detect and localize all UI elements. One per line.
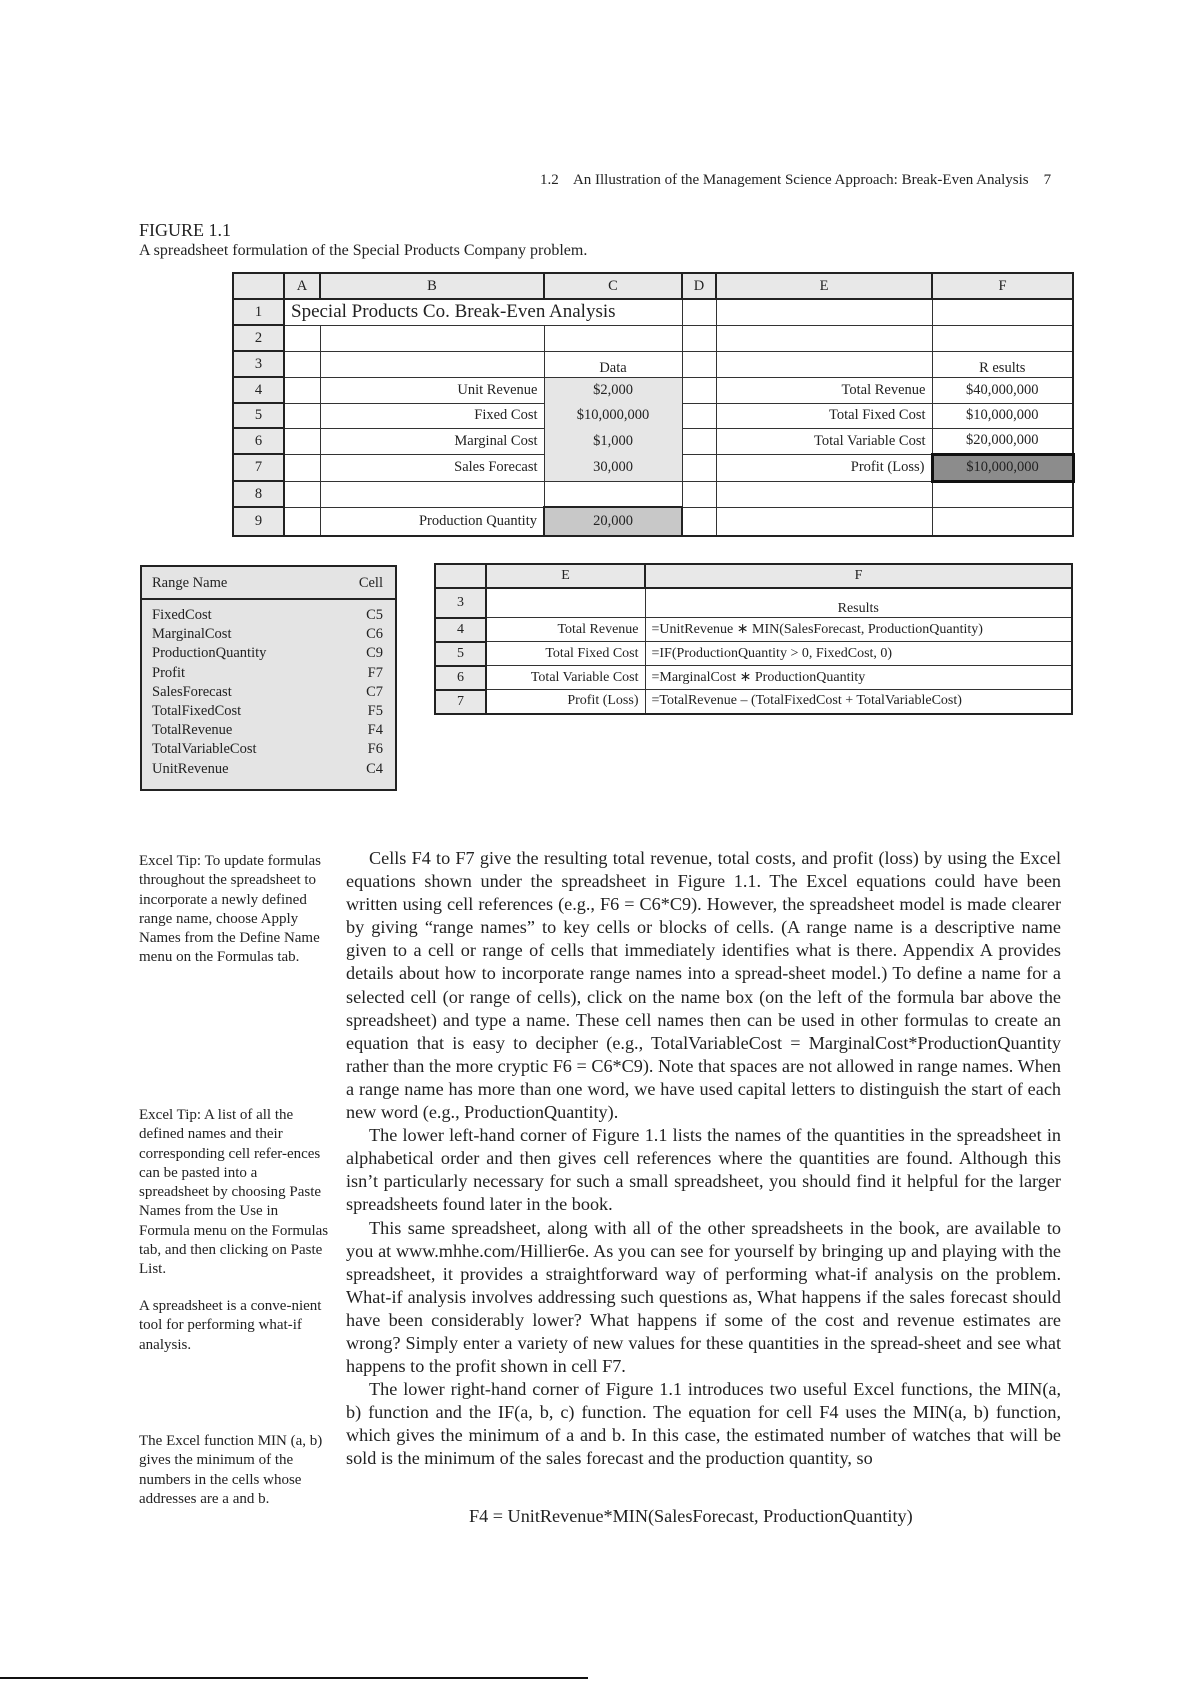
label-cell[interactable]: Production Quantity xyxy=(320,507,544,536)
range-name-list xyxy=(142,600,395,789)
range-cell-ref: F5 xyxy=(367,703,383,720)
cell[interactable] xyxy=(716,507,932,536)
label-cell[interactable]: Unit Revenue xyxy=(320,377,544,403)
formula-label-cell[interactable]: Total Revenue xyxy=(486,618,645,642)
formula-cell[interactable]: =TotalRevenue – (TotalFixedCost + TotalVariableCost) xyxy=(645,690,1072,714)
col-header-e: E xyxy=(486,564,645,588)
col-header-e: E xyxy=(716,273,932,299)
data-header-cell[interactable]: Data xyxy=(544,351,682,377)
col-header-a: A xyxy=(284,273,320,299)
range-name: Profit xyxy=(152,664,186,681)
range-name: TotalVariableCost xyxy=(152,741,257,758)
unit-revenue-cell[interactable]: $2,000 xyxy=(544,377,682,403)
formula-row xyxy=(435,690,1072,714)
range-name-row xyxy=(152,740,383,759)
label-cell[interactable]: Total Variable Cost xyxy=(716,428,932,454)
range-name: ProductionQuantity xyxy=(152,645,267,662)
row-header: 2 xyxy=(233,325,284,351)
cell[interactable] xyxy=(320,481,544,507)
formula-row xyxy=(435,588,1072,618)
range-name-row xyxy=(152,625,383,644)
production-quantity-cell[interactable]: 20,000 xyxy=(544,507,682,536)
sheet-row xyxy=(233,325,1073,351)
formula-row xyxy=(435,642,1072,666)
sheet-row xyxy=(233,507,1073,536)
cell[interactable] xyxy=(284,507,320,536)
paragraph: The lower left-hand corner of Figure 1.1 lists the names of the quantities in the spreadsheet in alphabetical order and then gives cell references where the quantities are found. Although this isn’t particularly necessary for such a small spreadsheet, you should find it helpful for the larger spreadsheets found later in the book. xyxy=(346,1125,1061,1215)
page-number: 7 xyxy=(1043,172,1052,188)
row-header: 9 xyxy=(233,507,284,536)
sheet-row xyxy=(233,377,1073,403)
total-variable-cost-cell[interactable]: $20,000,000 xyxy=(932,428,1073,454)
col-header-f: F xyxy=(932,273,1073,299)
range-name-row xyxy=(152,760,383,779)
label-cell[interactable]: Marginal Cost xyxy=(320,428,544,454)
paragraph: The lower right-hand corner of Figure 1.1 introduces two useful Excel functions, the MIN(a, b) function and the IF(a, b, c) function. The equation for cell F4 uses the MIN(a, b) function, which gives the minimum of a and b. In this case, the estimated number of watches that will be sold is the minimum of the sales forecast and the production quantity, so xyxy=(346,1379,1061,1469)
cell[interactable] xyxy=(682,377,716,403)
range-cell-ref: C6 xyxy=(366,626,383,643)
paragraph: This same spreadsheet, along with all of the other spreadsheets in the book, are available to you at www.mhhe.com/Hillier6e. As you can see for yourself by bringing up and playing with the spreadsheet, it provides a straightforward way of performing what-if analysis on the problem. What-if analysis involves addressing such questions as, What happens if the sales forecast should have been considerably lower? What happens if some of the cost and revenue estimates are wrong? Simply enter a variety of new values for these quantities in the spread-sheet and see what happens to the profit shown in cell F7. xyxy=(346,1217,1061,1377)
figure-caption: A spreadsheet formulation of the Special Products Company problem. xyxy=(139,242,588,259)
cell[interactable] xyxy=(682,481,716,507)
cell[interactable] xyxy=(284,403,320,428)
range-name: SalesForecast xyxy=(152,683,232,700)
range-cell-ref: F4 xyxy=(367,722,383,739)
label-cell[interactable]: Fixed Cost xyxy=(320,403,544,428)
margin-note-min-function: The Excel function MIN (a, b) gives the minimum of the numbers in the cells whose addresses are a and b. xyxy=(139,1433,323,1507)
cell[interactable] xyxy=(284,325,320,351)
row-header: 6 xyxy=(435,666,486,690)
cell[interactable] xyxy=(682,351,716,377)
fixed-cost-cell[interactable]: $10,000,000 xyxy=(544,403,682,428)
col-header-b: B xyxy=(320,273,544,299)
label-cell[interactable]: Total Revenue xyxy=(716,377,932,403)
marginal-cost-cell[interactable]: $1,000 xyxy=(544,428,682,454)
sheet-row xyxy=(233,403,1073,428)
cell[interactable] xyxy=(284,377,320,403)
range-cell-ref: C4 xyxy=(366,760,383,777)
row-header: 8 xyxy=(233,481,284,507)
cell[interactable] xyxy=(716,299,932,325)
formula-label-cell[interactable] xyxy=(486,588,645,618)
section-title: An Illustration of the Management Science Approach: Break-Even Analysis xyxy=(572,172,1029,188)
range-name-header xyxy=(142,567,395,600)
formula-label-cell[interactable]: Total Variable Cost xyxy=(486,666,645,690)
row-header: 5 xyxy=(233,403,284,428)
cell[interactable] xyxy=(932,507,1073,536)
column-header-row xyxy=(233,273,1073,299)
margin-note-what-if: A spreadsheet is a conve-nient tool for performing what-if analysis. xyxy=(139,1298,322,1353)
range-name: TotalRevenue xyxy=(152,722,233,739)
body-text xyxy=(346,847,1061,1471)
formula-row xyxy=(435,618,1072,642)
label-cell[interactable]: Total Fixed Cost xyxy=(716,403,932,428)
range-name-table xyxy=(140,565,397,791)
margin-note-apply-names: Excel Tip: To update formulas throughout the spreadsheet to incorporate a newly defined range name, choose Apply Names from the Define Name menu on the Formulas tab. xyxy=(139,853,321,966)
range-name: FixedCost xyxy=(152,607,212,623)
cell[interactable] xyxy=(284,454,320,481)
cell[interactable] xyxy=(284,351,320,377)
range-cell-ref: C5 xyxy=(366,607,383,623)
row-header: 4 xyxy=(435,618,486,642)
paragraph: Cells F4 to F7 give the resulting total revenue, total costs, and profit (loss) by using the Excel equations shown under the spreadsheet in Figure 1.1. The Excel equations could have been written using cell references (e.g., F6 = C6*C9). However, the spreadsheet model is made clearer by giving “range names” to key cells or blocks of cells. (A range name is a descriptive name given to a cell or range of cells that immediately identifies what is there. Appendix A provides details about how to incorporate range names into a spread-sheet model.) To define a name for a selected cell (or range of cells), click on the name box (on the left of the formula bar above the spreadsheet) and type a name. These cell names then can be used in other formulas to create an equation that is easy to decipher (e.g., TotalVariableCost = MarginalCost*ProductionQuantity rather than the more cryptic F6 = C6*C9). Note that spaces are not allowed in range names. When a range name has more than one word, we have used capital letters to distinguish the start of each new word (e.g., ProductionQuantity). xyxy=(346,848,1061,1123)
section-number: 1.2 xyxy=(540,172,559,188)
range-name-row xyxy=(152,606,383,625)
range-name-row xyxy=(152,702,383,721)
margin-note-paste-names: Excel Tip: A list of all the defined names and their corresponding cell refer-ences can be pasted into a spreadsheet by choosing Paste Names from the Use in Formula menu on the Formulas tab, and then clicking on Paste List. xyxy=(139,1107,329,1278)
corner-cell xyxy=(233,273,284,299)
col-header-f: F xyxy=(645,564,1072,588)
range-cell-ref: F6 xyxy=(367,741,383,758)
range-cell-ref: C7 xyxy=(366,683,383,700)
formula-row xyxy=(435,666,1072,690)
row-header: 4 xyxy=(233,377,284,403)
formula-label-cell[interactable]: Total Fixed Cost xyxy=(486,642,645,666)
range-cell-header-label: Cell xyxy=(358,575,383,591)
cell[interactable] xyxy=(932,481,1073,507)
cell[interactable] xyxy=(682,403,716,428)
cell[interactable] xyxy=(544,325,682,351)
cell[interactable] xyxy=(682,507,716,536)
label-cell[interactable]: Sales Forecast xyxy=(320,454,544,481)
row-header: 3 xyxy=(233,351,284,377)
cell[interactable] xyxy=(682,454,716,481)
cell[interactable] xyxy=(284,481,320,507)
sheet-row xyxy=(233,299,1073,325)
row-header: 3 xyxy=(435,588,486,618)
range-name: MarginalCost xyxy=(152,626,232,643)
row-header: 7 xyxy=(233,454,284,481)
cell[interactable] xyxy=(716,351,932,377)
row-header: 6 xyxy=(233,428,284,454)
corner-cell xyxy=(435,564,486,588)
cell[interactable] xyxy=(682,299,716,325)
col-header-d: D xyxy=(682,273,716,299)
footer-rule xyxy=(0,1677,588,1679)
formula-label-cell[interactable]: Profit (Loss) xyxy=(486,690,645,714)
range-name: TotalFixedCost xyxy=(152,703,242,720)
cell[interactable] xyxy=(284,428,320,454)
formula-cell[interactable]: =UnitRevenue ∗ MIN(SalesForecast, ProductionQuantity) xyxy=(645,618,1072,642)
sheet-row xyxy=(233,454,1073,481)
total-fixed-cost-cell[interactable]: $10,000,000 xyxy=(932,403,1073,428)
cell[interactable] xyxy=(682,428,716,454)
cell[interactable] xyxy=(320,351,544,377)
profit-cell[interactable]: $10,000,000 xyxy=(932,454,1073,481)
cell[interactable] xyxy=(716,481,932,507)
cell[interactable] xyxy=(932,325,1073,351)
range-cell-ref: C9 xyxy=(366,645,383,662)
range-name-row xyxy=(152,644,383,663)
row-header: 7 xyxy=(435,690,486,714)
sheet-title[interactable]: Special Products Co. Break-Even Analysis xyxy=(284,299,682,325)
formula-column-header-row xyxy=(435,564,1072,588)
sheet-row xyxy=(233,351,1073,377)
range-name: UnitRevenue xyxy=(152,760,229,777)
cell[interactable] xyxy=(544,481,682,507)
sales-forecast-cell[interactable]: 30,000 xyxy=(544,454,682,481)
sheet-row xyxy=(233,481,1073,507)
range-name-row xyxy=(152,721,383,740)
col-header-c: C xyxy=(544,273,682,299)
total-revenue-cell[interactable]: $40,000,000 xyxy=(932,377,1073,403)
results-header-cell[interactable]: Results xyxy=(645,588,1072,618)
row-header: 5 xyxy=(435,642,486,666)
formula-cell[interactable]: =MarginalCost ∗ ProductionQuantity xyxy=(645,666,1072,690)
sheet-row xyxy=(233,428,1073,454)
formula-table xyxy=(434,563,1073,715)
equation: F4 = UnitRevenue*MIN(SalesForecast, ProductionQuantity) xyxy=(469,1506,913,1526)
running-head xyxy=(540,172,1051,189)
row-header: 1 xyxy=(233,299,284,325)
cell[interactable] xyxy=(716,325,932,351)
spreadsheet xyxy=(232,272,1075,537)
results-header-cell[interactable]: R esults xyxy=(932,351,1073,377)
range-name-header-label: Range Name xyxy=(152,575,228,591)
cell[interactable] xyxy=(932,299,1073,325)
range-cell-ref: F7 xyxy=(367,664,383,681)
range-name-row xyxy=(152,664,383,683)
formula-cell[interactable]: =IF(ProductionQuantity > 0, FixedCost, 0) xyxy=(645,642,1072,666)
range-name-row xyxy=(152,683,383,702)
figure-label: FIGURE 1.1 xyxy=(139,220,232,240)
cell[interactable] xyxy=(320,325,544,351)
label-cell[interactable]: Profit (Loss) xyxy=(716,454,932,481)
cell[interactable] xyxy=(682,325,716,351)
